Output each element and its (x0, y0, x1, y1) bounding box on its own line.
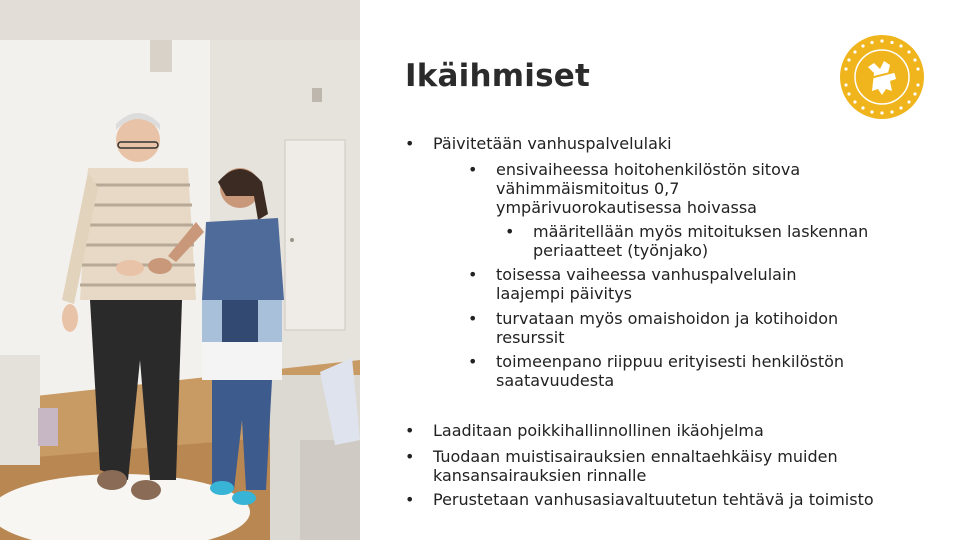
bullet-dot: • (468, 309, 478, 328)
bullet-item: • määritellään myös mitoituksen laskennan periaatteet (työnjako) (505, 222, 869, 260)
bullet-item: • Laaditaan poikkihallinnollinen ikäohjelma (405, 421, 764, 440)
bullet-item: • toimeenpano riippuu erityisesti henkilöstön saatavuudesta (468, 352, 845, 390)
bullet-item: • Perustetaan vanhusasiavaltuutetun tehtävä ja toimisto (405, 490, 874, 509)
hero-photo (0, 0, 360, 540)
bullet-dot: • (468, 160, 478, 179)
bullet-dot: • (405, 490, 415, 509)
bullet-dot: • (405, 134, 415, 153)
bullet-item: • toisessa vaiheessa vanhuspalvelulain laajempi päivitys (468, 265, 797, 303)
bullet-dot: • (468, 352, 478, 371)
slide-title: Ikäihmiset (405, 58, 590, 94)
bullet-dot: • (405, 421, 415, 440)
bullet-dot: • (505, 222, 515, 241)
bullet-dot: • (405, 447, 415, 466)
bullet-dot: • (468, 265, 478, 284)
bullet-item: • ensivaiheessa hoitohenkilöstön sitova vähimmäismitoitus 0,7 ympärivuorokautisessa hoivassa (468, 160, 801, 217)
bullet-item: • Päivitetään vanhuspalvelulaki (405, 134, 672, 153)
ministry-logo (838, 33, 926, 121)
bullet-item: • turvataan myös omaishoidon ja kotihoidon resurssit (468, 309, 839, 347)
bullet-item: • Tuodaan muistisairauksien ennaltaehkäisy muiden kansansairauksien rinnalle (405, 447, 838, 485)
